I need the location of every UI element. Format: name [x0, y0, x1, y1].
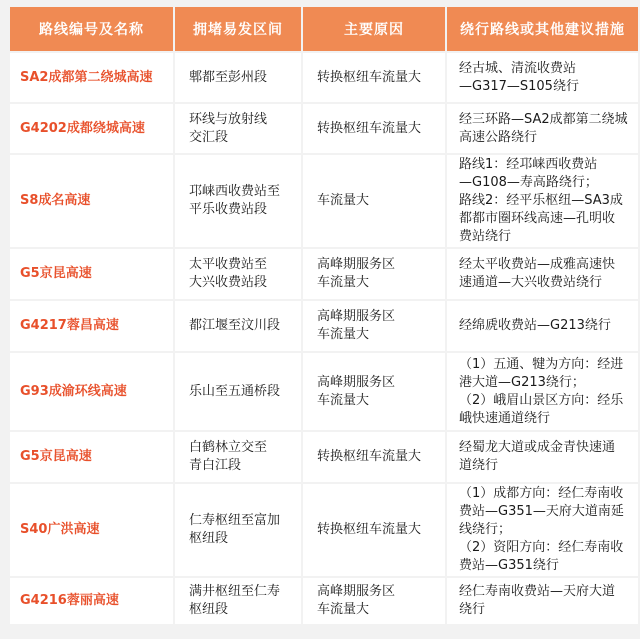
cell-reason-line: 转换枢纽车流量大	[317, 522, 422, 537]
cell-route: G4202成都绕城高速	[10, 104, 173, 153]
cell-reason-line: 转换枢纽车流量大	[317, 120, 422, 136]
cell-section-line: 乐山至五通桥段	[189, 383, 281, 399]
cell-detour	[447, 353, 638, 430]
cell-reason-line: 高峰期服务区	[317, 374, 396, 390]
cell-reason-line: 转换枢纽车流量大	[317, 69, 422, 85]
cell-detour-line: 绕行	[459, 602, 486, 617]
cell-reason-line: 车流量大	[317, 602, 370, 617]
cell-detour-line: 经古城、清流收费站	[459, 60, 577, 76]
cell-section-line: 交汇段	[189, 129, 229, 145]
cell-section-line: 枢纽段	[189, 531, 229, 546]
cell-detour-line: 高速公路绕行	[459, 129, 538, 145]
table-row	[10, 353, 638, 430]
table-row	[10, 578, 638, 624]
cell-section-line: 环线与放射线	[189, 111, 268, 127]
table-row	[10, 432, 638, 482]
cell-reason	[303, 301, 445, 351]
cell-detour-line: （2）资阳方向：经仁寿南收	[459, 540, 624, 555]
cell-detour-line: （1）成都方向：经仁寿南收	[459, 486, 624, 501]
cell-section-line: 仁寿枢纽至富加	[189, 513, 281, 528]
cell-reason	[303, 249, 445, 299]
cell-reason-line: 车流量大	[317, 392, 370, 408]
cell-reason	[303, 432, 445, 482]
cell-route: S40广洪高速	[10, 484, 173, 576]
cell-reason	[303, 578, 445, 624]
cell-reason-line: 车流量大	[317, 193, 370, 208]
cell-reason	[303, 53, 445, 102]
cell-section-line: 邛崃西收费站至	[189, 184, 281, 199]
cell-detour	[447, 484, 638, 576]
cell-reason-line: 转换枢纽车流量大	[317, 449, 422, 464]
cell-route: S8成名高速	[10, 155, 173, 247]
cell-detour	[447, 432, 638, 482]
cell-section	[175, 53, 301, 102]
cell-detour-line: 费站绕行	[459, 229, 512, 244]
cell-section-line: 平乐收费站段	[189, 202, 268, 217]
cell-section-line: 郫都至彭州段	[189, 69, 268, 85]
cell-section	[175, 249, 301, 299]
cell-detour-line: 港大道—G213绕行；	[459, 374, 585, 390]
cell-section	[175, 578, 301, 624]
congestion-table	[8, 5, 640, 626]
cell-section-line: 大兴收费站段	[189, 275, 268, 290]
header-detour: 绕行路线或其他建议措施	[447, 7, 638, 51]
cell-reason	[303, 353, 445, 430]
cell-route: SA2成都第二绕城高速	[10, 53, 173, 102]
cell-reason	[303, 484, 445, 576]
cell-detour-line: 速通道—大兴收费站绕行	[459, 275, 603, 290]
table-header-row	[10, 7, 638, 51]
cell-reason-line: 车流量大	[317, 327, 370, 342]
cell-section-line: 满井枢纽至仁寿	[189, 584, 281, 599]
cell-section	[175, 301, 301, 351]
cell-detour-line: 费站—G351—天府大道南延	[459, 504, 624, 519]
cell-section-line: 都江堰至汶川段	[189, 318, 281, 333]
cell-detour-line: 都都市圈环线高速—孔明收	[459, 211, 616, 226]
header-reason: 主要原因	[303, 7, 445, 51]
table-row	[10, 53, 638, 102]
cell-detour	[447, 104, 638, 153]
cell-reason-line: 高峰期服务区	[317, 309, 396, 324]
cell-detour-line: 经三环路—SA2成都第二绕城	[459, 111, 628, 127]
cell-detour-line: 道绕行	[459, 458, 499, 473]
cell-route: G4217蓉昌高速	[10, 301, 173, 351]
cell-section	[175, 432, 301, 482]
cell-detour-line: （1）五通、犍为方向：经进	[459, 356, 624, 372]
cell-reason-line: 高峰期服务区	[317, 257, 396, 272]
cell-detour	[447, 53, 638, 102]
cell-detour-line: 经仁寿南收费站—天府大道	[459, 584, 616, 599]
cell-section	[175, 484, 301, 576]
cell-detour-line: 峨快速通道绕行	[459, 410, 551, 426]
table-row	[10, 484, 638, 576]
cell-detour	[447, 301, 638, 351]
cell-section-line: 太平收费站至	[189, 257, 268, 272]
cell-section	[175, 104, 301, 153]
cell-route: G5京昆高速	[10, 432, 173, 482]
table-row	[10, 104, 638, 153]
table-row	[10, 249, 638, 299]
cell-detour-line: 费站—G351绕行	[459, 558, 559, 573]
cell-reason-line: 车流量大	[317, 275, 370, 290]
cell-reason	[303, 104, 445, 153]
cell-route: G4216蓉丽高速	[10, 578, 173, 624]
cell-route: G5京昆高速	[10, 249, 173, 299]
cell-section-line: 白鹤林立交至	[189, 440, 268, 455]
cell-detour-line: 经蜀龙大道或成金青快速通	[459, 440, 616, 455]
cell-detour	[447, 578, 638, 624]
cell-detour-line: 经太平收费站—成雅高速快	[459, 257, 616, 272]
cell-route: G93成渝环线高速	[10, 353, 173, 430]
cell-detour-line: 路线1：经邛崃西收费站	[459, 157, 598, 172]
header-section: 拥堵易发区间	[175, 7, 301, 51]
table-row	[10, 301, 638, 351]
cell-detour-line: 路线2：经平乐枢纽—SA3成	[459, 193, 623, 208]
cell-detour-line: 线绕行；	[459, 522, 512, 537]
cell-detour-line: —G108—寿高路绕行；	[459, 175, 598, 190]
cell-detour-line: （2）峨眉山景区方向：经乐	[459, 392, 624, 408]
cell-section	[175, 155, 301, 247]
cell-reason-line: 高峰期服务区	[317, 584, 396, 599]
cell-detour-line: 经绵虒收费站—G213绕行	[459, 318, 611, 333]
cell-detour	[447, 249, 638, 299]
table-row	[10, 155, 638, 247]
cell-section-line: 青白江段	[189, 458, 242, 473]
cell-detour-line: —G317—S105绕行	[459, 78, 579, 94]
cell-section	[175, 353, 301, 430]
cell-section-line: 枢纽段	[189, 602, 229, 617]
cell-detour	[447, 155, 638, 247]
table-body	[10, 53, 638, 624]
header-route: 路线编号及名称	[10, 7, 173, 51]
cell-reason	[303, 155, 445, 247]
